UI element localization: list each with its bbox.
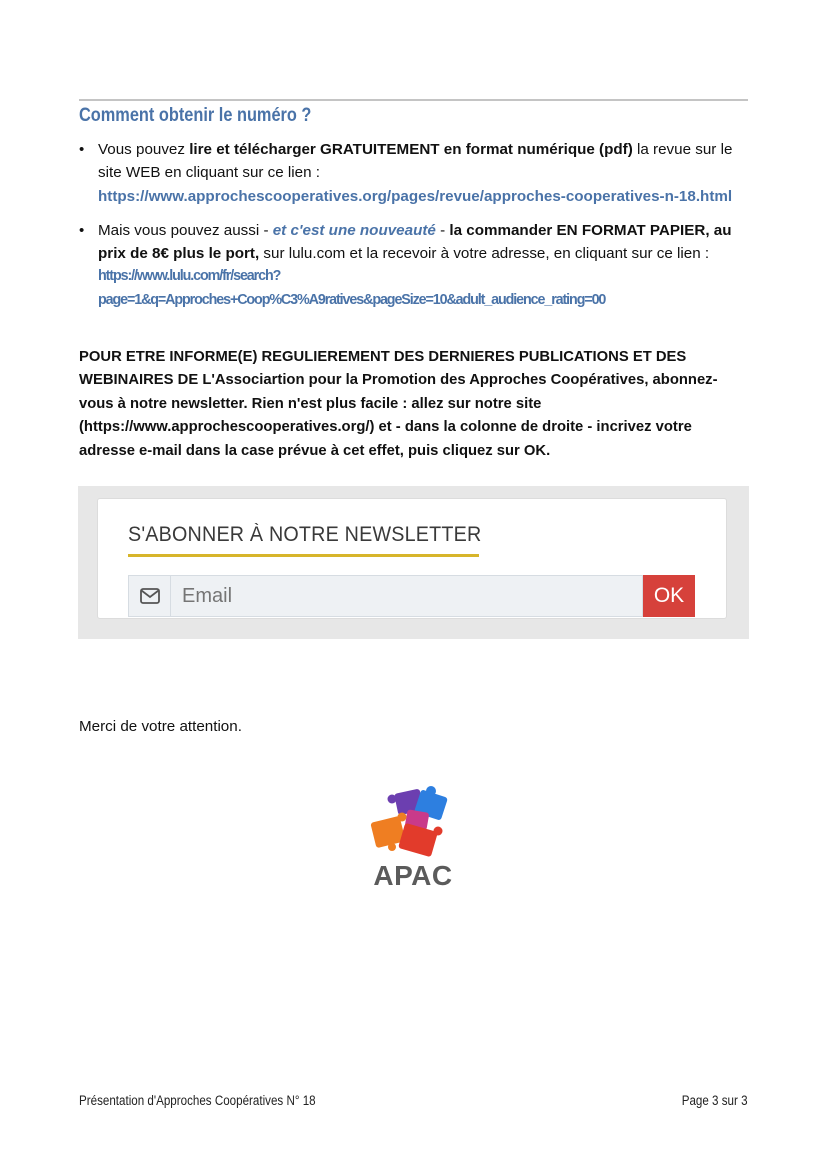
envelope-icon [128, 575, 171, 617]
footer-document-title: Présentation d'Approches Coopératives N° 18 [79, 1093, 316, 1108]
revue-pdf-link[interactable]: https://www.approchescooperatives.org/pages/revue/approches-cooperatives-n-18.html [98, 187, 733, 205]
bullet-pdf-intro: Vous pouvez [98, 141, 190, 158]
newsletter-email-input[interactable] [171, 575, 643, 617]
top-rule [79, 99, 748, 101]
section-title: Comment obtenir le numéro ? [79, 105, 312, 126]
thanks-text: Merci de votre attention. [79, 718, 242, 735]
logo-text: APAC [373, 860, 453, 891]
newsletter-title: S'ABONNER À NOTRE NEWSLETTER [128, 523, 482, 546]
bullet-pdf-bold: lire et télécharger GRATUITEMENT en format numérique (pdf) [189, 141, 633, 158]
newsletter-ok-button[interactable]: OK [643, 575, 695, 617]
bullet-paper-bold: la commander EN FORMAT PAPIER, au prix de 8€ plus le port, [98, 221, 732, 263]
lulu-link-line-1[interactable]: https://www.lulu.com/fr/search? [98, 268, 281, 285]
newsletter-title-underline [128, 554, 479, 557]
bullet-paper-intro: Mais vous pouvez aussi - [98, 221, 273, 239]
bullet-paper [79, 219, 749, 312]
lulu-link-line-2[interactable]: page=1&q=Approches+Coop%C3%A9ratives&pageSize=10&adult_audience_rating=00 [98, 291, 606, 308]
newsletter-widget-frame [78, 486, 749, 639]
bullet-paper-emphasis: et c'est une nouveauté [272, 221, 436, 239]
apac-logo [368, 785, 458, 891]
bullet-paper-dash: - [435, 221, 450, 239]
bullet-paper-rest: sur lulu.com et la recevoir à votre adresse, en cliquant sur ce lien : [259, 245, 710, 263]
bullet-list [79, 138, 749, 312]
footer-page-number: Page 3 sur 3 [682, 1093, 748, 1108]
newsletter-notice: POUR ETRE INFORME(E) REGULIEREMENT DES DERNIERES PUBLICATIONS ET DES WEBINAIRES DE L'Associartion pour la Promotion des Approches Coopératives, abonnez-vous à notre newsletter. Rien n'est plus facile : allez sur notre site (https://www.approchescooperatives.org/) et - dans la colonne de droite - incrivez votre adresse e-mail dans la case prévue à cet effet, puis cliquez sur OK. [79, 349, 718, 459]
bullet-pdf [79, 138, 749, 208]
newsletter-card [97, 498, 727, 619]
newsletter-form [128, 575, 695, 618]
puzzle-pieces-logo [368, 785, 458, 863]
bullet-pdf-rest: la revue sur le site WEB en cliquant sur ce lien : [98, 141, 733, 182]
